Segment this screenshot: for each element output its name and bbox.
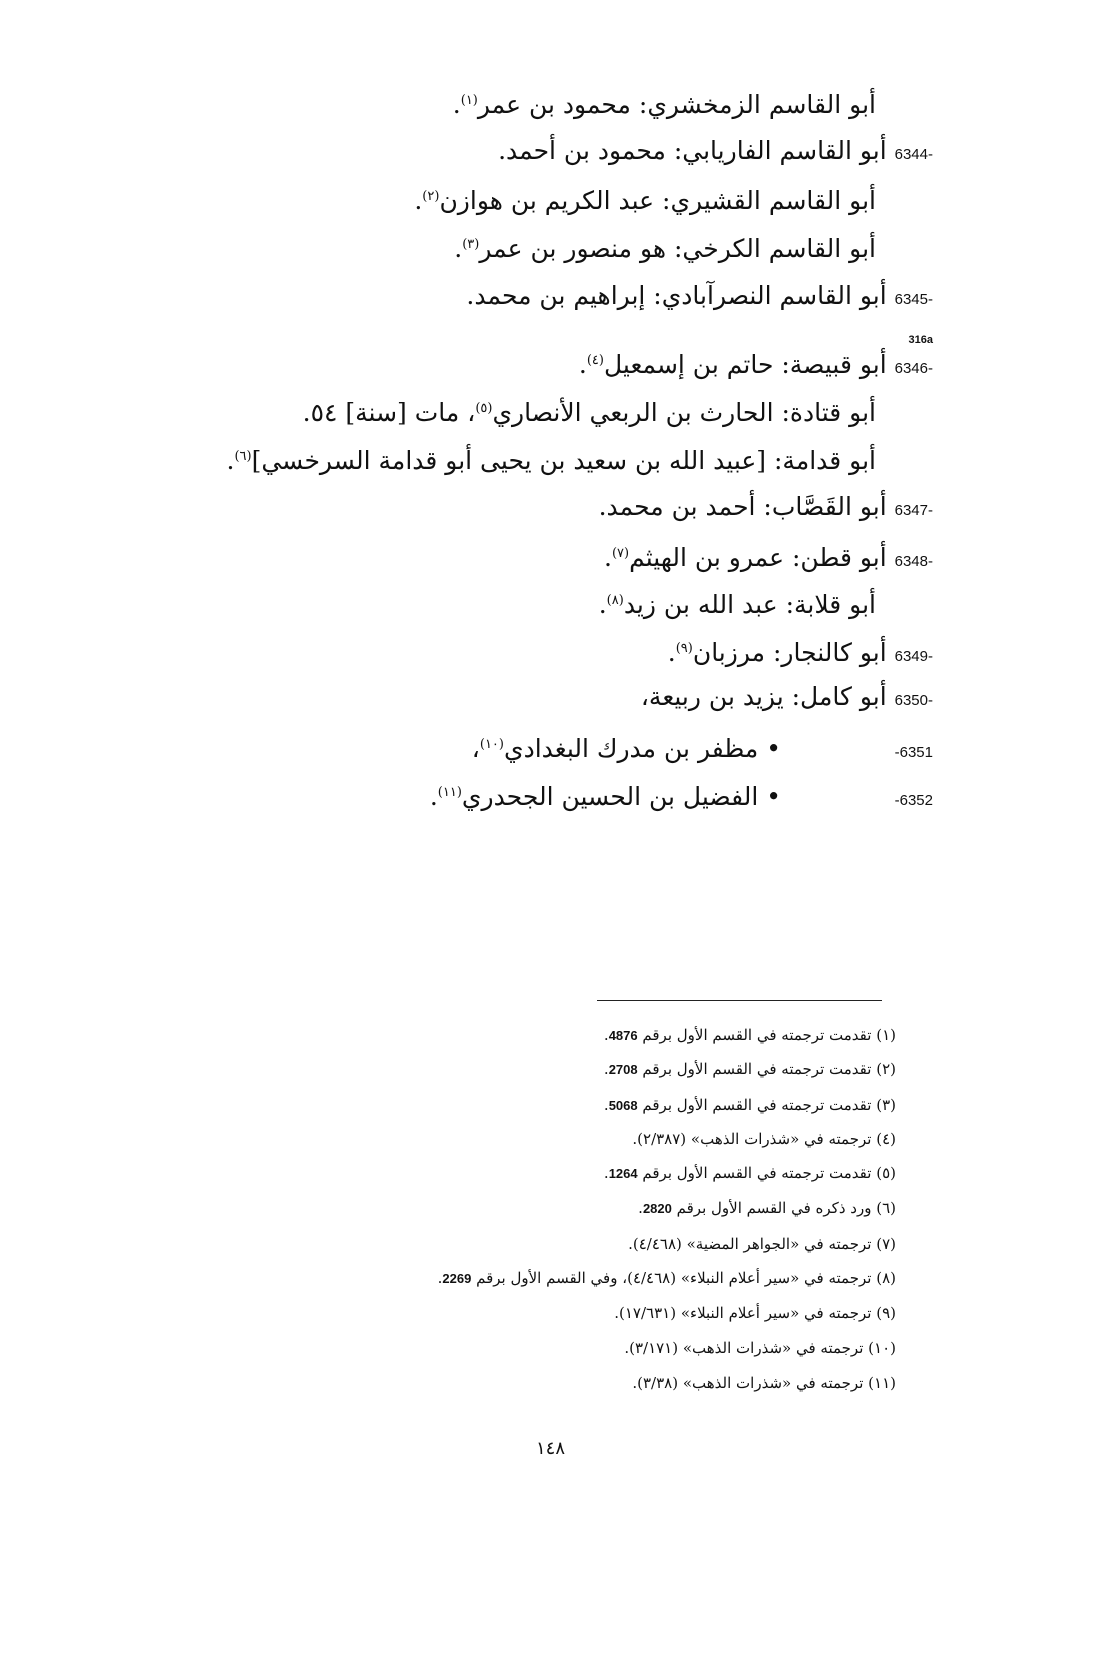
entry-6	[236, 392, 876, 430]
footnote-mark: (٤)	[876, 1130, 896, 1148]
footnote-number: 2708	[608, 1062, 638, 1077]
footnote-ref: (٦)	[234, 449, 252, 464]
footnote-ref: (١٠)	[479, 737, 504, 752]
bullet-entry-1	[293, 776, 933, 818]
entry-text: أبو القاسم القشيري: عبد الكريم بن هوازن	[439, 186, 876, 215]
footnote-mark: (٣)	[876, 1096, 896, 1114]
footnote-7	[276, 1233, 896, 1255]
footnote-ref: (٤)	[586, 353, 604, 368]
footnote-mark: (٨)	[876, 1269, 896, 1287]
footnote-number: 1264	[608, 1166, 638, 1181]
folio-marker: 316a	[908, 334, 933, 346]
footnote-text: ترجمته في «شذرات الذهب» (٢/٣٨٧).	[632, 1130, 872, 1148]
entry-text: أبو قبيصة: حاتم بن إسمعيل	[603, 350, 887, 379]
entry-number: 6348-	[894, 553, 933, 570]
entry-3	[236, 228, 876, 266]
entry-end: .	[604, 543, 612, 572]
footnote-10	[276, 1337, 896, 1359]
footnote-end: .	[603, 1026, 609, 1044]
footnote-8	[276, 1267, 896, 1290]
footnote-ref: (١)	[460, 93, 478, 108]
entry-end: .	[454, 234, 463, 263]
entry-number: 6347-	[894, 502, 933, 519]
footnote-2	[276, 1058, 896, 1081]
footnote-text: ترجمته في «الجواهر المضية» (٤/٤٦٨).	[628, 1235, 872, 1253]
entry-number: -6352	[894, 792, 933, 809]
footnote-separator	[597, 1000, 882, 1001]
entry-10	[236, 584, 876, 622]
footnote-mark: (٥)	[876, 1164, 896, 1182]
entry-number: -6351	[894, 744, 933, 761]
footnote-11	[276, 1372, 896, 1394]
entry-0	[236, 84, 876, 122]
footnote-4	[276, 1128, 896, 1150]
entry-end: .	[452, 90, 461, 119]
entry-text: أبو قتادة: الحارث بن الربعي الأنصاري	[492, 398, 876, 427]
footnote-ref: (٣)	[462, 237, 480, 252]
footnote-number: 2269	[442, 1271, 472, 1286]
footnote-mark: (٧)	[876, 1235, 896, 1253]
footnote-end: .	[638, 1199, 643, 1217]
footnote-text: تقدمت ترجمته في القسم الأول برقم	[642, 1096, 872, 1114]
entry-text: أبو كامل: يزيد بن ربيعة،	[640, 682, 887, 711]
footnote-ref: (٥)	[475, 401, 493, 416]
entry-5	[293, 344, 933, 386]
entry-text: • الفضيل بن الحسين الجحدري	[461, 782, 781, 811]
footnote-text: تقدمت ترجمته في القسم الأول برقم	[642, 1164, 872, 1182]
footnote-mark: (١١)	[868, 1374, 896, 1392]
entry-end: .	[226, 446, 235, 475]
entry-7	[226, 440, 876, 478]
entry-end: .	[429, 782, 438, 811]
entry-end: ،	[471, 734, 480, 763]
footnote-mark: (١)	[876, 1026, 896, 1044]
entry-text: أبو قلابة: عبد الله بن زيد	[623, 590, 876, 619]
entry-end: .	[578, 350, 587, 379]
entry-text: أبو كالنجار: مرزبان	[692, 638, 887, 667]
entry-end: ، مات [سنة] ٥٤.	[302, 398, 476, 427]
footnote-3	[276, 1094, 896, 1117]
footnote-text: تقدمت ترجمته في القسم الأول برقم	[642, 1060, 872, 1078]
entry-end: .	[414, 186, 423, 215]
footnote-6	[276, 1197, 896, 1220]
footnote-ref: (٨)	[606, 593, 624, 608]
entry-2	[236, 180, 876, 218]
entry-text: أبو القاسم الكرخي: هو منصور بن عمر	[479, 234, 876, 263]
footnote-5	[276, 1162, 896, 1185]
entry-text: أبو القاسم النصرآبادي: إبراهيم بن محمد.	[466, 281, 887, 310]
entry-text: أبو القَصَّاب: أحمد بن محمد.	[598, 492, 887, 521]
footnote-ref: (٩)	[675, 641, 693, 656]
entry-number: 6350-	[894, 692, 933, 709]
entry-8	[293, 490, 933, 528]
footnote-text: ترجمته في «شذرات الذهب» (٣/١٧١).	[624, 1339, 864, 1357]
footnote-ref: (٧)	[611, 546, 630, 561]
footnote-text: ترجمته في «شذرات الذهب» (٣/٣٨).	[632, 1374, 864, 1392]
footnote-1	[276, 1024, 896, 1047]
footnote-9	[276, 1302, 896, 1324]
entry-text: أبو القاسم الزمخشري: محمود بن عمر	[477, 90, 876, 119]
footnote-mark: (٦)	[876, 1199, 896, 1217]
footnote-ref: (٢)	[422, 189, 440, 204]
bullet-entry-0	[293, 728, 933, 770]
footnote-end: .	[437, 1269, 443, 1287]
footnote-mark: (١٠)	[868, 1339, 896, 1357]
entry-text: أبو القاسم الفاريابي: محمود بن أحمد.	[498, 136, 887, 165]
entry-4	[293, 279, 933, 317]
footnote-mark: (٢)	[876, 1060, 896, 1078]
footnote-text: تقدمت ترجمته في القسم الأول برقم	[642, 1026, 872, 1044]
entry-number: 6346-	[894, 360, 933, 377]
footnote-text: ترجمته في «سير أعلام النبلاء» (٤/٤٦٨)، وفي القسم الأول برقم	[476, 1269, 872, 1287]
entry-1	[293, 134, 933, 172]
footnote-end: .	[603, 1164, 609, 1182]
footnote-text: ترجمته في «سير أعلام النبلاء» (١٧/٦٣١).	[614, 1304, 872, 1322]
entry-12	[293, 680, 933, 718]
footnote-number: 5068	[608, 1098, 638, 1113]
entry-text: أبو قطن: عمرو بن الهيثم	[629, 543, 887, 572]
entry-text: • مظفر بن مدرك البغدادي	[504, 734, 781, 763]
footnote-mark: (٩)	[876, 1304, 896, 1322]
entry-number: 6345-	[894, 291, 933, 308]
entry-number: 6349-	[894, 648, 933, 665]
entry-9	[293, 537, 933, 579]
footnote-number: 2820	[642, 1201, 672, 1216]
entry-end: .	[598, 590, 607, 619]
footnote-end: .	[603, 1060, 609, 1078]
entry-end: .	[667, 638, 676, 667]
footnote-end: .	[603, 1096, 609, 1114]
page-number: ١٤٨	[535, 1438, 565, 1459]
footnote-number: 4876	[608, 1028, 638, 1043]
footnote-text: ورد ذكره في القسم الأول برقم	[676, 1199, 872, 1217]
entry-text: أبو قدامة: [عبيد الله بن سعيد بن يحيى أبو قدامة السرخسي]	[251, 446, 876, 475]
footnote-ref: (١١)	[437, 785, 462, 800]
entry-11	[293, 632, 933, 674]
entry-number: 6344-	[894, 146, 933, 163]
